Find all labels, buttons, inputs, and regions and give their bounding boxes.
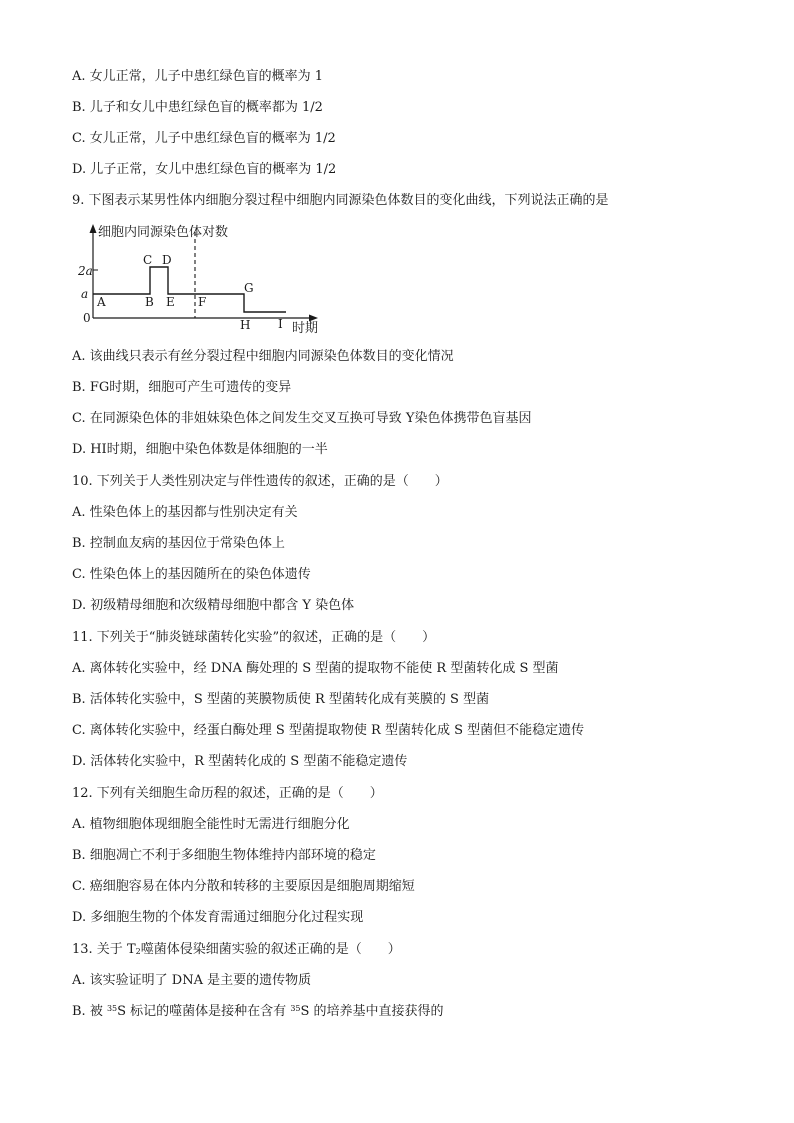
q11-option-a: A. 离体转化实验中，经 DNA 酶处理的 S 型菌的提取物不能使 R 型菌转化成 S 型菌 (72, 661, 559, 676)
q13-option-b (72, 1004, 444, 1020)
q10-stem: 10. 下列关于人类性别决定与伴性遗传的叙述，正确的是（ ） (72, 474, 448, 489)
q8-option-a: A. 女儿正常，儿子中患红绿色盲的概率为 1 (72, 69, 324, 84)
q9-option-b: B. FG时期，细胞可产生可遗传的变异 (72, 380, 292, 395)
point-h: H (240, 318, 251, 332)
y-axis-arrow (90, 224, 97, 233)
q13-option-b-part1: B. 被 (72, 1004, 107, 1019)
y-axis-label: 细胞内同源染色体对数 (98, 225, 229, 240)
q10-option-d: D. 初级精母细胞和次级精母细胞中都含 Y 染色体 (72, 598, 355, 613)
curve-line (93, 267, 286, 312)
q11-option-d: D. 活体转化实验中，R 型菌转化成的 S 型菌不能稳定遗传 (72, 754, 408, 769)
q8-option-c: C. 女儿正常，儿子中患红绿色盲的概率为 1/2 (72, 131, 336, 146)
q8-option-b: B. 儿子和女儿中患红绿色盲的概率都为 1/2 (72, 100, 323, 115)
q12-option-d: D. 多细胞生物的个体发育需通过细胞分化过程实现 (72, 910, 364, 925)
q13-stem-subscript: 2 (135, 947, 141, 956)
q13-option-b-sup2: 35 (290, 1004, 301, 1013)
point-a: A (97, 295, 106, 309)
q9-option-d: D. HI时期，细胞中染色体数是体细胞的一半 (72, 442, 328, 457)
q8-option-d: D. 儿子正常，女儿中患红绿色盲的概率为 1/2 (72, 162, 337, 177)
q12-option-a: A. 植物细胞体现细胞全能性时无需进行细胞分化 (72, 817, 350, 832)
q13-stem-suffix: 噬菌体侵染细菌实验的叙述正确的是（ ） (140, 942, 401, 957)
q12-stem: 12. 下列有关细胞生命历程的叙述，正确的是（ ） (72, 786, 383, 801)
q13-stem (72, 942, 401, 958)
q13-option-b-part2: S 标记的噬菌体是接种在含有 (117, 1004, 291, 1019)
point-b: B (145, 295, 154, 309)
q9-stem: 9. 下图表示某男性体内细胞分裂过程中细胞内同源染色体数目的变化曲线，下列说法正确的是 (72, 193, 609, 208)
chromosome-pair-diagram (78, 220, 338, 340)
point-c: C (143, 253, 153, 267)
origin-label: 0 (83, 311, 91, 325)
q12-option-c: C. 癌细胞容易在体内分散和转移的主要原因是细胞周期缩短 (72, 879, 415, 894)
y-tick-a: a (81, 287, 89, 301)
q13-option-b-sup1: 35 (106, 1004, 118, 1013)
point-f: F (198, 295, 207, 309)
point-g: G (244, 281, 254, 295)
q10-option-b: B. 控制血友病的基因位于常染色体上 (72, 536, 285, 551)
q11-stem: 11. 下列关于“肺炎链球菌转化实验”的叙述，正确的是（ ） (72, 630, 436, 645)
point-d: D (162, 253, 172, 267)
q13-option-b-part3: S 的培养基中直接获得的 (300, 1004, 444, 1019)
q11-option-c: C. 离体转化实验中，经蛋白酶处理 S 型菌提取物使 R 型菌转化成 S 型菌但不能稳定遗传 (72, 723, 585, 738)
q10-option-c: C. 性染色体上的基因随所在的染色体遗传 (72, 567, 311, 582)
q12-option-b: B. 细胞凋亡不利于多细胞生物体维持内部环境的稳定 (72, 848, 376, 863)
point-e: E (166, 295, 175, 309)
q11-option-b: B. 活体转化实验中，S 型菌的荚膜物质使 R 型菌转化成有荚膜的 S 型菌 (72, 692, 490, 707)
q9-option-a: A. 该曲线只表示有丝分裂过程中细胞内同源染色体数目的变化情况 (72, 349, 454, 364)
x-axis-label: 时期 (292, 321, 319, 336)
q10-option-a: A. 性染色体上的基因都与性别决定有关 (72, 505, 298, 520)
q13-stem-prefix: 13. 关于 T (72, 942, 136, 957)
point-i: I (278, 317, 283, 331)
q13-option-a: A. 该实验证明了 DNA 是主要的遗传物质 (72, 973, 312, 988)
y-tick-2a: 2a (78, 264, 93, 278)
q9-option-c: C. 在同源染色体的非姐妹染色体之间发生交叉互换可导致 Y染色体携带色盲基因 (72, 411, 532, 426)
